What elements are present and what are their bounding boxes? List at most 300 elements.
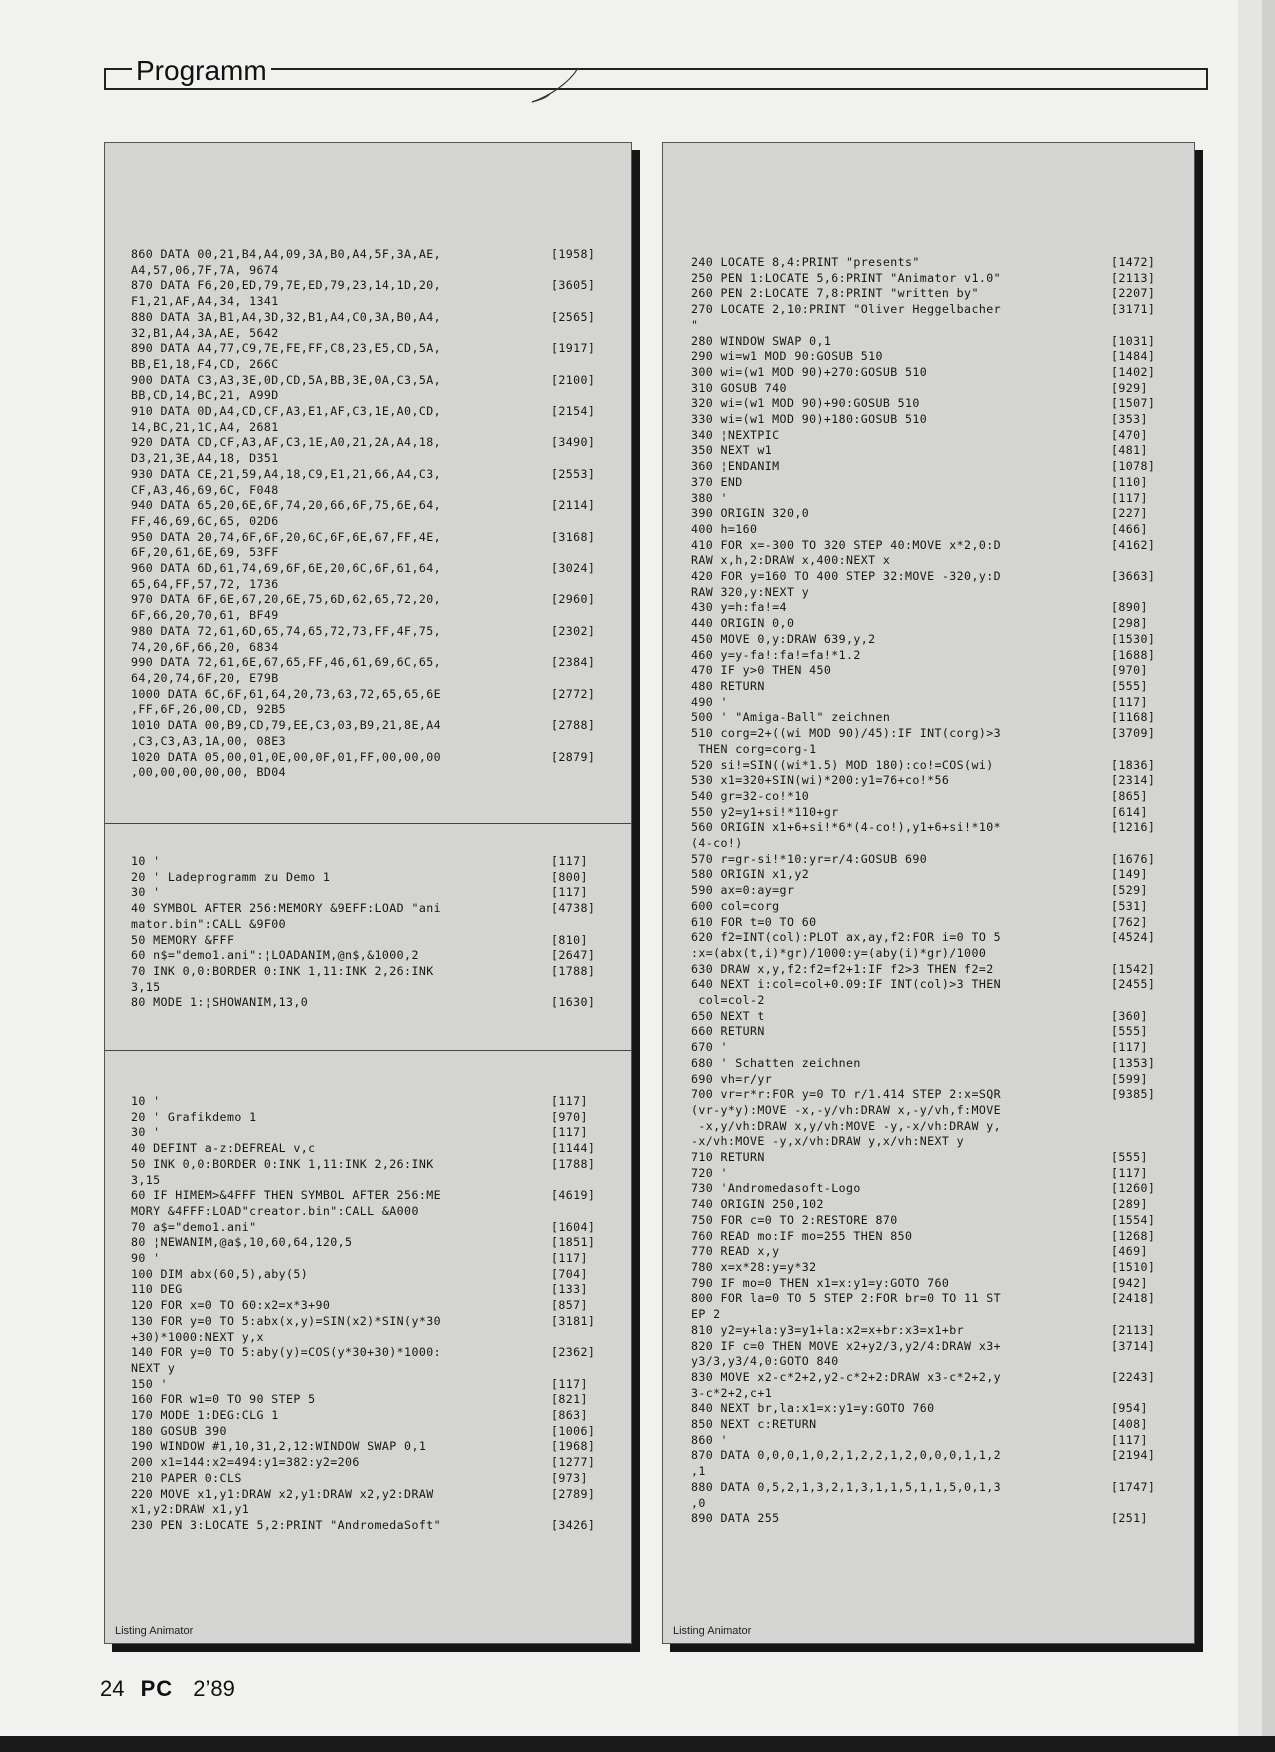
checksum: [1688]	[1111, 647, 1156, 662]
code-line	[131, 247, 596, 263]
checksum: [1268]	[1111, 1228, 1156, 1243]
code-line	[691, 914, 1148, 931]
code-line	[691, 1354, 1101, 1370]
checksum: [2113]	[1111, 1322, 1156, 1337]
checksum: [1006]	[551, 1423, 596, 1438]
checksum: [1836]	[1111, 757, 1156, 772]
checksum: [2114]	[551, 498, 596, 513]
code-line	[131, 1361, 541, 1377]
code-text: 50 INK 0,0:BORDER 0:INK 1,11:INK 2,26:INK	[131, 1156, 434, 1171]
code-text: 750 FOR c=0 TO 2:RESTORE 870	[691, 1212, 898, 1227]
code-line	[691, 993, 1101, 1009]
code-text: 170 MODE 1:DEG:CLG 1	[131, 1408, 279, 1423]
checksum: [3714]	[1111, 1338, 1156, 1353]
code-line	[131, 1408, 588, 1424]
code-line	[131, 854, 588, 870]
code-line	[691, 1291, 1156, 1307]
code-line	[691, 773, 1156, 789]
code-text: 900 DATA C3,A3,3E,0D,CD,5A,BB,3E,0A,C3,5A,	[131, 372, 441, 387]
code-line	[691, 788, 1148, 805]
code-text: 40 SYMBOL AFTER 256:MEMORY &9EFF:LOAD "ani	[131, 901, 441, 916]
code-line	[131, 869, 588, 886]
checksum: [2879]	[551, 749, 596, 764]
code-text: ,0	[691, 1495, 706, 1510]
code-line	[131, 655, 596, 671]
code-line	[131, 1141, 596, 1157]
code-text: 70 INK 0,0:BORDER 0:INK 1,11:INK 2,26:INK	[131, 963, 434, 978]
code-text: 120 FOR x=0 TO 60:x2=x*3+90	[131, 1298, 331, 1313]
code-text: 90 '	[131, 1251, 161, 1266]
code-line	[131, 932, 588, 949]
checksum: [1260]	[1111, 1181, 1156, 1196]
code-text: y3/3,y3/4,0:GOTO 840	[691, 1354, 839, 1369]
code-text: mator.bin":CALL &9F00	[131, 916, 286, 931]
code-line	[131, 1517, 596, 1534]
checksum: [3663]	[1111, 569, 1156, 584]
code-text: 1010 DATA 00,B9,CD,79,EE,C3,03,B9,21,8E,A4	[131, 718, 441, 733]
code-text: 3-c*2+2,c+1	[691, 1385, 773, 1400]
code-line	[691, 506, 1148, 522]
code-line	[131, 995, 596, 1011]
code-text: 910 DATA 0D,A4,CD,CF,A3,E1,AF,C3,1E,A0,CD,	[131, 404, 441, 419]
code-line	[691, 1008, 1148, 1025]
code-text: 970 DATA 6F,6E,67,20,6E,75,6D,62,65,72,20,	[131, 592, 441, 607]
code-text: 50 MEMORY &FFF	[131, 932, 235, 947]
checksum: [2772]	[551, 686, 596, 701]
checksum: [2207]	[1111, 286, 1156, 301]
checksum: [481]	[1111, 443, 1148, 458]
code-listing	[131, 854, 596, 1011]
code-line	[131, 294, 541, 310]
code-text: 20 ' Ladeprogramm zu Demo 1	[131, 869, 331, 884]
listing-section-data	[105, 143, 631, 823]
code-line	[691, 1275, 1148, 1292]
checksum: [408]	[1111, 1417, 1148, 1432]
checksum: [954]	[1111, 1401, 1148, 1416]
code-line	[131, 1298, 588, 1314]
listing-panel-right	[662, 142, 1195, 1644]
code-text: 780 x=x*28:y=y*32	[691, 1260, 817, 1274]
checksum: [2113]	[1111, 270, 1156, 285]
code-text: 80 MODE 1:¦SHOWANIM,13,0	[131, 995, 309, 1010]
code-line	[131, 1345, 596, 1361]
code-text: 290 wi=w1 MOD 90:GOSUB 510	[691, 349, 883, 364]
checksum: [1788]	[551, 1156, 596, 1171]
checksum: [3426]	[551, 1517, 596, 1532]
checksum: [2243]	[1111, 1369, 1156, 1384]
code-line	[131, 1470, 588, 1487]
code-text: 510 corg=2+((wi MOD 90)/45):IF INT(corg)>3	[691, 726, 1001, 741]
code-text: 670 '	[691, 1040, 728, 1055]
code-text: 20 ' Grafikdemo 1	[131, 1109, 257, 1124]
code-line	[691, 1244, 1148, 1260]
checksum: [1676]	[1111, 851, 1156, 866]
code-text: NEXT y	[131, 1360, 176, 1375]
checksum: [133]	[551, 1282, 588, 1297]
checksum: [531]	[1111, 898, 1148, 913]
checksum: [1484]	[1111, 349, 1156, 364]
checksum: [2154]	[551, 404, 596, 419]
checksum: [227]	[1111, 506, 1148, 521]
code-text: 890 DATA A4,77,C9,7E,FE,FF,C8,23,E5,CD,5A,	[131, 341, 441, 356]
code-text: 790 IF mo=0 THEN x1=x:y1=y:GOTO 760	[691, 1275, 950, 1290]
code-text: 6F,66,20,70,61, BF49	[131, 608, 279, 623]
code-line	[131, 1376, 588, 1393]
code-text: 370 END	[691, 474, 743, 489]
code-line	[691, 585, 1101, 601]
checksum: [1507]	[1111, 396, 1156, 411]
checksum: [1353]	[1111, 1055, 1156, 1070]
code-line	[691, 396, 1156, 412]
checksum: [117]	[551, 1376, 588, 1391]
code-line	[691, 1386, 1101, 1402]
checksum: [4524]	[1111, 930, 1156, 945]
issue-label: 2’89	[193, 1676, 235, 1701]
code-text: 550 y2=y1+si!*110+gr	[691, 804, 839, 819]
code-line	[131, 278, 596, 294]
code-text: 850 NEXT c:RETURN	[691, 1417, 817, 1432]
code-line	[131, 1266, 588, 1283]
code-line	[691, 883, 1148, 899]
code-line	[131, 765, 541, 781]
page-edge-shading-dark	[1262, 0, 1275, 1752]
code-line	[131, 1188, 596, 1204]
code-line	[691, 364, 1156, 381]
code-text: 280 WINDOW SWAP 0,1	[691, 333, 832, 348]
code-text: 40 DEFINT a-z:DEFREAL v,c	[131, 1141, 316, 1156]
code-text: 570 r=gr-si!*10:yr=r/4:GOSUB 690	[691, 851, 928, 866]
code-line	[691, 1040, 1148, 1056]
page-number: 24	[100, 1676, 125, 1701]
code-text: 3,15	[131, 1172, 161, 1187]
code-text: 330 wi=(w1 MOD 90)+180:GOSUB 510	[691, 412, 928, 427]
code-text: 730 'Andromedasoft-Logo	[691, 1181, 861, 1196]
code-line	[131, 640, 541, 656]
code-line	[131, 623, 596, 640]
code-line	[691, 804, 1148, 821]
code-text: 800 FOR la=0 TO 5 STEP 2:FOR br=0 TO 11 ST	[691, 1291, 1001, 1306]
code-line	[691, 380, 1148, 397]
code-text: +30)*1000:NEXT y,x	[131, 1329, 264, 1344]
code-text: 210 PAPER 0:CLS	[131, 1470, 242, 1485]
code-text: 60 IF HIMEM>&4FFF THEN SYMBOL AFTER 256:ME	[131, 1188, 441, 1203]
code-line	[691, 946, 1101, 962]
checksum: [555]	[1111, 678, 1148, 693]
code-text: 60 n$="demo1.ani":¦LOADANIM,@n$,&1000,2	[131, 948, 419, 963]
code-text: A4,57,06,7F,7A, 9674	[131, 262, 279, 277]
code-text: 460 y=y-fa!:fa!=fa!*1.2	[691, 647, 861, 662]
checksum: [2194]	[1111, 1448, 1156, 1463]
section-title: Programm	[132, 54, 271, 88]
code-text: 870 DATA F6,20,ED,79,7E,ED,79,23,14,1D,20,	[131, 278, 441, 293]
checksum: [614]	[1111, 804, 1148, 819]
checksum: [1216]	[1111, 820, 1156, 835]
code-text: 860 DATA 00,21,B4,A4,09,3A,B0,A4,5F,3A,AE,	[131, 247, 441, 261]
code-line	[691, 1055, 1156, 1072]
code-line	[691, 349, 1156, 365]
code-line	[691, 1307, 1101, 1323]
code-line	[691, 1150, 1148, 1166]
checksum: [1530]	[1111, 631, 1156, 646]
code-text: 530 x1=320+SIN(wi)*200:y1=76+co!*56	[691, 773, 950, 788]
code-text: 810 y2=y+la:y3=y1+la:x2=x+br:x3=x1+br	[691, 1322, 965, 1337]
code-text: 820 IF c=0 THEN MOVE x2+y2/3,y2/4:DRAW x3+	[691, 1338, 1001, 1353]
code-text: 580 ORIGIN x1,y2	[691, 867, 810, 882]
code-line	[131, 1173, 541, 1189]
checksum: [117]	[551, 854, 588, 868]
code-line	[131, 372, 596, 389]
code-text: 720 '	[691, 1165, 728, 1180]
code-line	[131, 1204, 541, 1220]
checksum: [2100]	[551, 372, 596, 387]
code-line	[691, 1071, 1148, 1088]
code-line	[131, 341, 596, 357]
code-text: 480 RETURN	[691, 678, 765, 693]
checksum: [704]	[551, 1266, 588, 1281]
code-line	[691, 270, 1156, 287]
checksum: [4162]	[1111, 537, 1156, 552]
code-line	[131, 671, 541, 687]
checksum: [3605]	[551, 278, 596, 293]
code-text: 710 RETURN	[691, 1150, 765, 1165]
checksum: [1510]	[1111, 1260, 1156, 1274]
code-text: x1,y2:DRAW x1,y1	[131, 1502, 250, 1517]
code-line	[691, 710, 1156, 726]
checksum: [1958]	[551, 247, 596, 261]
code-text: 940 DATA 65,20,6E,6F,74,20,66,6F,75,6E,64,	[131, 498, 441, 513]
code-line	[131, 357, 541, 373]
code-line	[691, 1165, 1148, 1182]
checksum: [942]	[1111, 1275, 1148, 1290]
code-line	[691, 678, 1148, 695]
checksum: [762]	[1111, 914, 1148, 929]
code-line	[131, 1235, 596, 1251]
code-line	[691, 851, 1156, 868]
checksum: [117]	[551, 1251, 588, 1266]
code-text: 880 DATA 0,5,2,1,3,2,1,3,1,1,5,1,1,5,0,1,3	[691, 1479, 1001, 1494]
checksum: [117]	[551, 1125, 588, 1140]
code-line	[131, 404, 596, 420]
code-text: 430 y=h:fa!=4	[691, 600, 787, 615]
code-line	[131, 263, 541, 279]
checksum: [1968]	[551, 1439, 596, 1454]
code-text: 650 NEXT t	[691, 1008, 765, 1023]
checksum: [360]	[1111, 1008, 1148, 1023]
code-line	[691, 600, 1148, 616]
code-line	[691, 255, 1156, 271]
listing-caption: Listing Animator	[115, 1625, 194, 1637]
code-text: F1,21,AF,A4,34, 1341	[131, 294, 279, 309]
code-text: col=col-2	[691, 993, 765, 1008]
code-line	[131, 702, 541, 718]
checksum: [117]	[1111, 694, 1148, 709]
code-line	[131, 483, 541, 499]
code-line	[131, 451, 541, 467]
scan-bottom-edge	[0, 1736, 1275, 1752]
code-line	[691, 1417, 1148, 1433]
code-listing	[131, 247, 596, 781]
checksum: [555]	[1111, 1150, 1148, 1165]
checksum: [865]	[1111, 788, 1148, 803]
header-swoosh-icon	[520, 66, 580, 110]
code-line	[691, 1024, 1148, 1040]
code-line	[131, 1156, 596, 1173]
checksum: [117]	[1111, 1432, 1148, 1447]
code-line	[691, 412, 1148, 428]
checksum: [2565]	[551, 309, 596, 324]
code-text: 1000 DATA 6C,6F,61,64,20,73,63,72,65,65,6E	[131, 686, 441, 701]
code-text: 64,20,74,6F,20, E79B	[131, 670, 279, 685]
code-text: 840 NEXT br,la:x1=x:y1=y:GOTO 760	[691, 1401, 935, 1416]
code-line	[131, 1439, 596, 1455]
checksum: [821]	[551, 1392, 588, 1407]
code-text: 620 f2=INT(col):PLOT ax,ay,f2:FOR i=0 TO 5	[691, 930, 1001, 945]
checksum: [251]	[1111, 1511, 1148, 1526]
code-text: FF,46,69,6C,65, 02D6	[131, 513, 279, 528]
checksum: [117]	[551, 885, 588, 900]
code-line	[691, 1401, 1148, 1417]
code-text: 10 '	[131, 854, 161, 868]
checksum: [1542]	[1111, 961, 1156, 976]
code-line	[131, 1330, 541, 1346]
header-rule-tick	[104, 68, 106, 90]
code-text: 320 wi=(w1 MOD 90)+90:GOSUB 510	[691, 396, 920, 411]
checksum: [289]	[1111, 1197, 1148, 1212]
code-line	[131, 980, 541, 996]
listing-section-grafikdemo	[105, 1051, 631, 1611]
code-line	[691, 1511, 1148, 1527]
code-line	[691, 537, 1156, 554]
checksum: [1851]	[551, 1235, 596, 1250]
code-line	[131, 901, 596, 917]
code-text: 440 ORIGIN 0,0	[691, 616, 795, 631]
code-line	[691, 1479, 1156, 1496]
code-line	[691, 820, 1156, 836]
checksum: [3024]	[551, 561, 596, 576]
code-line	[691, 1134, 1101, 1150]
code-line	[131, 388, 541, 404]
checksum: [1604]	[551, 1219, 596, 1234]
checksum: [890]	[1111, 600, 1148, 615]
code-line	[131, 917, 541, 933]
checksum: [470]	[1111, 427, 1148, 442]
code-line	[131, 545, 541, 561]
code-line	[131, 420, 541, 436]
code-line	[131, 498, 596, 514]
checksum: [2362]	[551, 1345, 596, 1360]
code-line	[691, 961, 1156, 978]
checksum: [3709]	[1111, 726, 1156, 741]
code-line	[131, 1392, 588, 1408]
checksum: [2455]	[1111, 977, 1156, 992]
code-line	[691, 302, 1156, 318]
code-line	[691, 553, 1101, 569]
checksum: [863]	[551, 1408, 588, 1423]
checksum: [2314]	[1111, 773, 1156, 788]
checksum: [929]	[1111, 380, 1148, 395]
checksum: [1472]	[1111, 255, 1156, 269]
code-line	[691, 647, 1156, 664]
code-line	[131, 592, 596, 608]
checksum: [1277]	[551, 1455, 596, 1470]
code-text: :x=(abx(t,i)*gr)/1000:y=(aby(i)*gr)/1000	[691, 945, 987, 960]
code-line	[691, 569, 1156, 585]
code-line	[131, 1423, 596, 1440]
code-line	[131, 718, 596, 734]
code-line	[131, 561, 596, 577]
checksum: [2788]	[551, 718, 596, 733]
code-line	[691, 443, 1148, 459]
code-text: 190 WINDOW #1,10,31,2,12:WINDOW SWAP 0,1	[131, 1439, 427, 1454]
checksum: [2302]	[551, 623, 596, 638]
listing-section-loader	[105, 824, 631, 1050]
code-text: 950 DATA 20,74,6F,6F,20,6C,6F,6E,67,FF,4E,	[131, 529, 441, 544]
code-line	[691, 1119, 1101, 1135]
code-line	[691, 1432, 1148, 1449]
code-line	[131, 1109, 588, 1126]
code-text: 1020 DATA 05,00,01,0E,00,0F,01,FF,00,00,00	[131, 749, 441, 764]
code-line	[131, 466, 596, 483]
code-text: 74,20,6F,66,20, 6834	[131, 639, 279, 654]
checksum: [800]	[551, 869, 588, 884]
code-text: 270 LOCATE 2,10:PRINT "Oliver Heggelbacher	[691, 302, 1001, 317]
code-line	[691, 726, 1156, 742]
code-line	[131, 885, 588, 901]
code-text: 690 vh=r/yr	[691, 1071, 773, 1086]
code-text: 250 PEN 1:LOCATE 5,6:PRINT "Animator v1.0"	[691, 270, 1001, 285]
code-line	[131, 1094, 588, 1110]
code-text: 30 '	[131, 885, 161, 900]
code-line	[131, 1282, 588, 1298]
code-text: 350 NEXT w1	[691, 443, 773, 458]
code-text: ,1	[691, 1464, 706, 1479]
code-text: 640 NEXT i:col=col+0.09:IF INT(col)>3 THEN	[691, 977, 1001, 992]
code-line	[691, 459, 1156, 475]
checksum: [555]	[1111, 1024, 1148, 1039]
checksum: [1747]	[1111, 1479, 1156, 1494]
code-line	[691, 930, 1156, 946]
code-text: 14,BC,21,1C,A4, 2681	[131, 419, 279, 434]
code-text: 520 si!=SIN((wi*1.5) MOD 180):co!=COS(wi)	[691, 757, 994, 772]
checksum: [1554]	[1111, 1212, 1156, 1227]
checksum: [298]	[1111, 616, 1148, 631]
code-line	[691, 1087, 1156, 1103]
code-text: 240 LOCATE 8,4:PRINT "presents"	[691, 255, 920, 269]
checksum: [970]	[551, 1109, 588, 1124]
code-text: -x,y/vh:DRAW x,y/vh:MOVE -y,-x/vh:DRAW y,	[691, 1118, 1001, 1133]
code-text: 700 vr=r*r:FOR y=0 TO r/1.414 STEP 2:x=SQR	[691, 1087, 1001, 1102]
checksum: [149]	[1111, 867, 1148, 882]
code-text: 310 GOSUB 740	[691, 380, 787, 395]
code-text: 150 '	[131, 1376, 168, 1391]
code-text: BB,E1,18,F4,CD, 266C	[131, 356, 279, 371]
code-line	[691, 1369, 1156, 1386]
code-text: THEN corg=corg-1	[691, 741, 817, 756]
magazine-logo: PC	[140, 1676, 174, 1701]
code-text: 30 '	[131, 1125, 161, 1140]
listing-caption: Listing Animator	[673, 1625, 752, 1637]
code-text: 420 FOR y=160 TO 400 STEP 32:MOVE -320,y:D	[691, 569, 1001, 584]
checksum: [117]	[551, 1094, 588, 1108]
code-line	[691, 631, 1156, 648]
checksum: [3168]	[551, 529, 596, 544]
checksum: [1630]	[551, 995, 596, 1010]
code-line	[131, 514, 541, 530]
code-line	[131, 1313, 596, 1330]
code-line	[131, 608, 541, 624]
code-line	[131, 577, 541, 593]
checksum: [1402]	[1111, 364, 1156, 379]
